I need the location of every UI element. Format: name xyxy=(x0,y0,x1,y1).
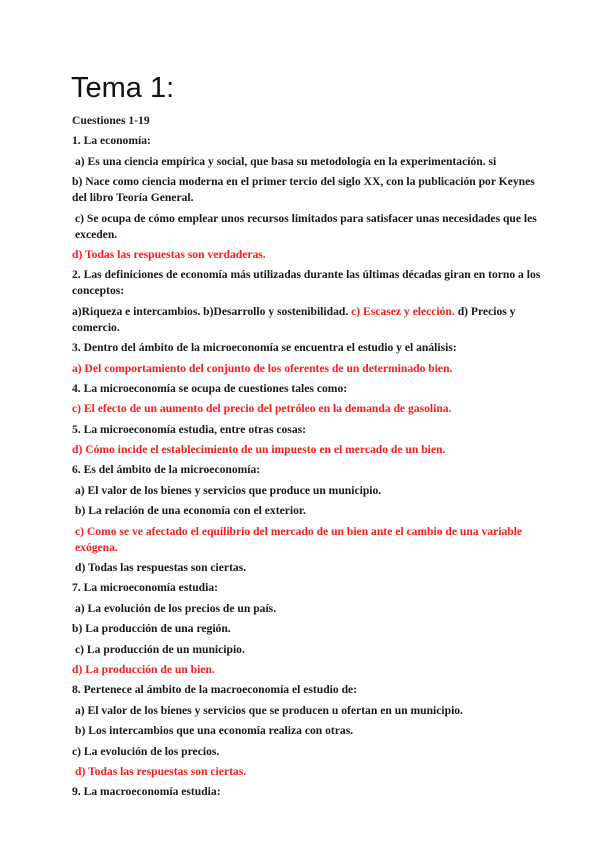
option: b) La producción de una región. xyxy=(72,622,231,636)
option: b) Nace como ciencia moderna en el primer tercio del siglo XX, con la publicación por Keynes del libro Teoría General. xyxy=(72,175,535,205)
correct-answer: c) El efecto de un aumento del precio del petróleo en la demanda de gasolina. xyxy=(72,402,452,416)
option: a) Es una ciencia empírica y social, que basa su metodología en la experimentación. si xyxy=(75,154,497,168)
option: c) Se ocupa de cómo emplear unos recursos limitados para satisfacer unas necesidades que les exceden. xyxy=(75,211,537,241)
question-2: 2. Las definiciones de economía más utilizadas durante las últimas décadas giran en torno a los conceptos: xyxy=(72,268,541,298)
options-inline xyxy=(72,304,550,336)
option: a)Riqueza e intercambios. b)Desarrollo y sostenibilidad. xyxy=(72,304,349,318)
option: d) Todas las respuestas son ciertas. xyxy=(75,561,247,575)
question-5: 5. La microeconomía estudia, entre otras cosas: xyxy=(72,422,306,436)
option: a) El valor de los bienes y servicios que produce un municipio. xyxy=(75,483,382,497)
question-3: 3. Dentro del ámbito de la microeconomía se encuentra el estudio y el análisis: xyxy=(72,341,457,355)
question-4: 4. La microeconomía se ocupa de cuestiones tales como: xyxy=(72,381,348,395)
option: c) La producción de un municipio. xyxy=(75,642,245,656)
question-1: 1. La economía: xyxy=(72,134,151,148)
option: a) La evolución de los precios de un país. xyxy=(75,601,277,615)
question-9: 9. La macroeconomía estudia: xyxy=(72,785,221,799)
option: c) La evolución de los precios. xyxy=(72,744,220,758)
correct-answer: d) La producción de un bien. xyxy=(72,662,215,676)
option: a) El valor de los bienes y servicios que se producen u ofertan en un municipio. xyxy=(75,703,463,717)
question-6: 6. Es del ámbito de la microeconomía: xyxy=(72,463,261,477)
question-8: 8. Pertenece al ámbito de la macroeconomía el estudio de: xyxy=(72,683,358,697)
option: d) Precios y comercio. xyxy=(72,304,516,334)
correct-answer: d) Todas las respuestas son ciertas. xyxy=(75,764,247,778)
question-7: 7. La microeconomía estudia: xyxy=(72,581,218,595)
document-body xyxy=(72,113,550,805)
correct-answer: d) Cómo incide el establecimiento de un impuesto en el mercado de un bien. xyxy=(72,443,446,457)
option: b) La relación de una economía con el exterior. xyxy=(75,504,306,518)
correct-answer: a) Del comportamiento del conjunto de los oferentes de un determinado bien. xyxy=(72,361,453,375)
page-title: Tema 1: xyxy=(71,72,175,104)
correct-answer: c) Escasez y elección. xyxy=(351,304,455,318)
correct-answer: c) Como se ve afectado el equilibrio del mercado de un bien ante el cambio de una variable exógena. xyxy=(75,524,523,554)
section-heading: Cuestiones 1-19 xyxy=(72,114,150,127)
correct-answer: d) Todas las respuestas son verdaderas. xyxy=(72,247,266,261)
option: b) Los intercambios que una economía realiza con otras. xyxy=(75,724,354,738)
